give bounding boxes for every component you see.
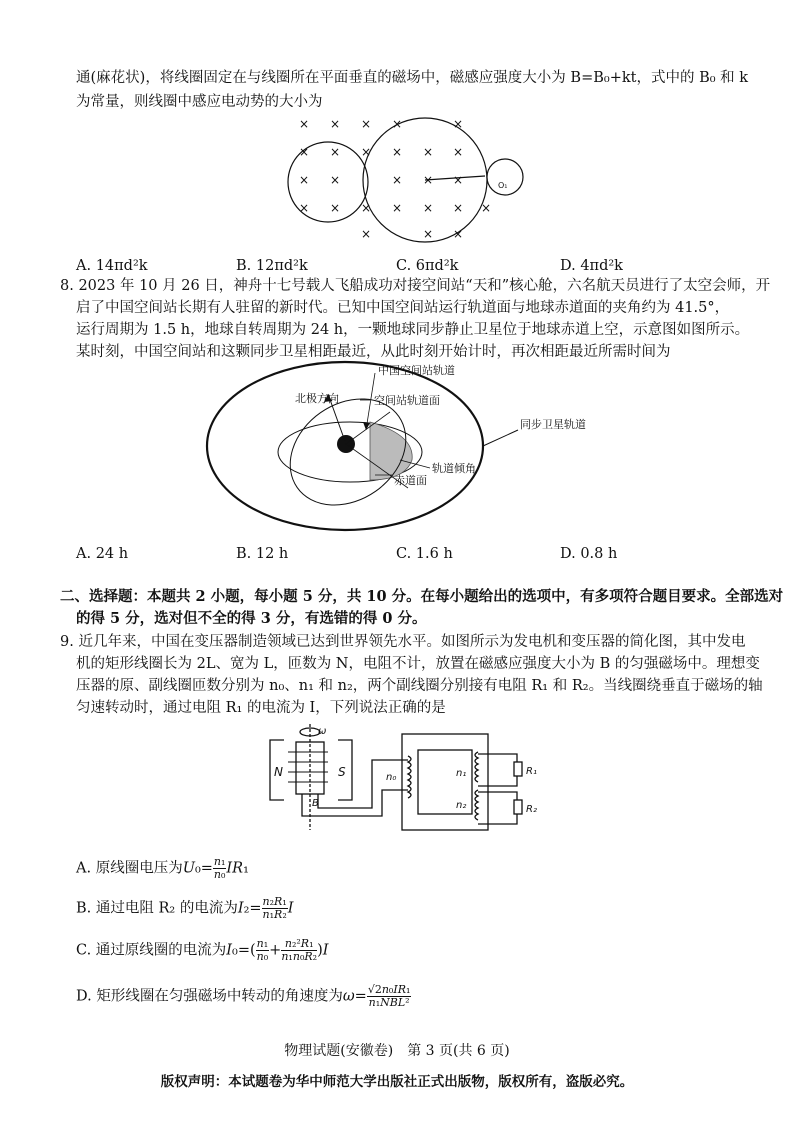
q9-line-2: 机的矩形线圈长为 2L、宽为 L，匝数为 N，电阻不计，放置在磁感应强度大小为 B 的匀强磁场中。理想变 bbox=[76, 656, 760, 672]
q9-option-a-text: A. 原线圈电压为 bbox=[76, 860, 183, 877]
svg-text:×: × bbox=[298, 173, 310, 187]
q7-option-b: B. 12πd²k bbox=[236, 258, 308, 274]
q8-orbit-diagram bbox=[200, 360, 620, 540]
q9-option-d-text: D. 矩形线圈在匀强磁场中转动的角速度为 bbox=[76, 988, 343, 1005]
q9-option-b: B. 通过电阻 R₂ 的电流为I₂= $\frac{\text{n₂R₁}}{\text{n₁R₂}}$ I bbox=[76, 895, 294, 921]
q8-line-4: 某时刻，中国空间站和这颗同步卫星相距最近，从此时刻开始计时，再次相距最近所需时间为 bbox=[76, 344, 671, 360]
section-2-heading-cont: 的得 5 分，选对但不全的得 3 分，有选错的得 0 分。 bbox=[76, 610, 427, 627]
q7-option-c: C. 6πd²k bbox=[396, 258, 459, 274]
q8-option-a: A. 24 h bbox=[76, 546, 129, 562]
page-footer: 物理试题(安徽卷) 第 3 页(共 6 页) bbox=[284, 1043, 510, 1059]
svg-text:×: × bbox=[298, 145, 310, 159]
q7-option-d: D. 4πd²k bbox=[560, 258, 623, 274]
q9-generator-diagram bbox=[262, 720, 562, 838]
svg-text:×: × bbox=[329, 117, 341, 131]
svg-text:×: × bbox=[329, 201, 341, 215]
label-station-plane: 空间站轨道面 bbox=[374, 394, 440, 407]
n1-label: n₁ bbox=[456, 768, 467, 779]
svg-text:×: × bbox=[452, 227, 464, 241]
label-equator-plane: 赤道面 bbox=[394, 474, 427, 487]
svg-text:×: × bbox=[391, 117, 403, 131]
q8-option-d: D. 0.8 h bbox=[560, 546, 618, 562]
svg-text:×: × bbox=[452, 145, 464, 159]
q9-option-d: D. 矩形线圈在匀强磁场中转动的角速度为ω= $\frac{\text{√2n₀IR₁}}{\text{n₁NBL²}}$ bbox=[76, 983, 411, 1009]
svg-text:×: × bbox=[360, 227, 372, 241]
svg-text:×: × bbox=[298, 201, 310, 215]
q7-line-1: 通(麻花状)，将线圈固定在与线圈所在平面垂直的磁场中，磁感应强度大小为 B=B₀+kt，式中的 B₀ 和 k bbox=[76, 70, 749, 86]
r2-label: R₂ bbox=[526, 804, 537, 815]
svg-text:×: × bbox=[422, 201, 434, 215]
svg-text:×: × bbox=[391, 145, 403, 159]
q8-line-3: 运行周期为 1.5 h，地球自转周期为 24 h，一颗地球同步静止卫星位于地球赤道上空，示意图如图所示。 bbox=[76, 322, 750, 338]
q9-line-3: 压器的原、副线圈匝数分别为 n₀、n₁ 和 n₂，两个副线圈分别接有电阻 R₁ 和 R₂。当线圈绕垂直于磁场的轴 bbox=[76, 678, 763, 694]
n-pole-label: N bbox=[274, 765, 283, 779]
q9-option-a: A. 原线圈电压为U₀= $\frac{\text{n₁}}{\text{n₀}}$ IR₁ bbox=[76, 855, 249, 881]
svg-text:×: × bbox=[391, 173, 403, 187]
omega-label: ω bbox=[318, 726, 327, 737]
q8-line-1: 8. 2023 年 10 月 26 日，神舟十七号载人飞船成功对接空间站“天和”核心舱，六名航天员进行了太空会师，开 bbox=[60, 278, 771, 294]
svg-text:×: × bbox=[329, 173, 341, 187]
n0-label: n₀ bbox=[386, 772, 397, 783]
q9-option-c-text: C. 通过原线圈的电流为 bbox=[76, 942, 227, 959]
svg-text:×: × bbox=[360, 145, 372, 159]
q9-line-1: 9. 近几年来，中国在变压器制造领域已达到世界领先水平。如图所示为发电机和变压器的简化图，其中发电 bbox=[60, 634, 746, 650]
q9-option-c: C. 通过原线圈的电流为I₀=( $\frac{\text{n₁}}{\text{n₀}}$ + $\frac{\text{n₂²R₁}}{\text{n₁n₀R₂}}$ )I bbox=[76, 937, 329, 963]
svg-text:×: × bbox=[452, 173, 464, 187]
svg-text:×: × bbox=[391, 201, 403, 215]
q7-line-2: 为常量，则线圈中感应电动势的大小为 bbox=[76, 94, 323, 110]
q8-option-b: B. 12 h bbox=[236, 546, 289, 562]
q7-coil-diagram bbox=[280, 112, 540, 252]
b-label: B bbox=[312, 798, 319, 809]
svg-text:×: × bbox=[360, 201, 372, 215]
q8-option-c: C. 1.6 h bbox=[396, 546, 453, 562]
svg-text:×: × bbox=[422, 173, 434, 187]
svg-text:×: × bbox=[329, 145, 341, 159]
svg-text:×: × bbox=[452, 117, 464, 131]
s-pole-label: S bbox=[338, 765, 346, 779]
svg-text:×: × bbox=[422, 227, 434, 241]
label-sync-orbit: 同步卫星轨道 bbox=[520, 418, 586, 431]
q8-line-2: 启了中国空间站长期有人驻留的新时代。已知中国空间站运行轨道面与地球赤道面的夹角约为 41.5°， bbox=[76, 300, 730, 316]
o1-label: O₁ bbox=[498, 181, 508, 190]
svg-text:×: × bbox=[480, 201, 492, 215]
label-inclination: 轨道倾角 bbox=[432, 462, 476, 475]
copyright-notice: 版权声明：本试题卷为华中师范大学出版社正式出版物，版权所有，盗版必究。 bbox=[160, 1074, 634, 1090]
q9-line-4: 匀速转动时，通过电阻 R₁ 的电流为 I，下列说法正确的是 bbox=[76, 700, 446, 716]
q9-option-b-text: B. 通过电阻 R₂ 的电流为 bbox=[76, 900, 238, 917]
svg-text:×: × bbox=[360, 117, 372, 131]
label-north: 北极方向 bbox=[295, 392, 339, 405]
n2-label: n₂ bbox=[456, 800, 467, 811]
svg-text:×: × bbox=[298, 117, 310, 131]
svg-text:×: × bbox=[422, 145, 434, 159]
svg-text:×: × bbox=[452, 201, 464, 215]
r1-label: R₁ bbox=[526, 766, 537, 777]
section-2-heading: 二、选择题：本题共 2 小题，每小题 5 分，共 10 分。在每小题给出的选项中，有多项符合题目要求。全部选对 bbox=[60, 588, 784, 605]
q7-option-a: A. 14πd²k bbox=[76, 258, 148, 274]
label-station-orbit: 中国空间站轨道 bbox=[378, 364, 455, 377]
